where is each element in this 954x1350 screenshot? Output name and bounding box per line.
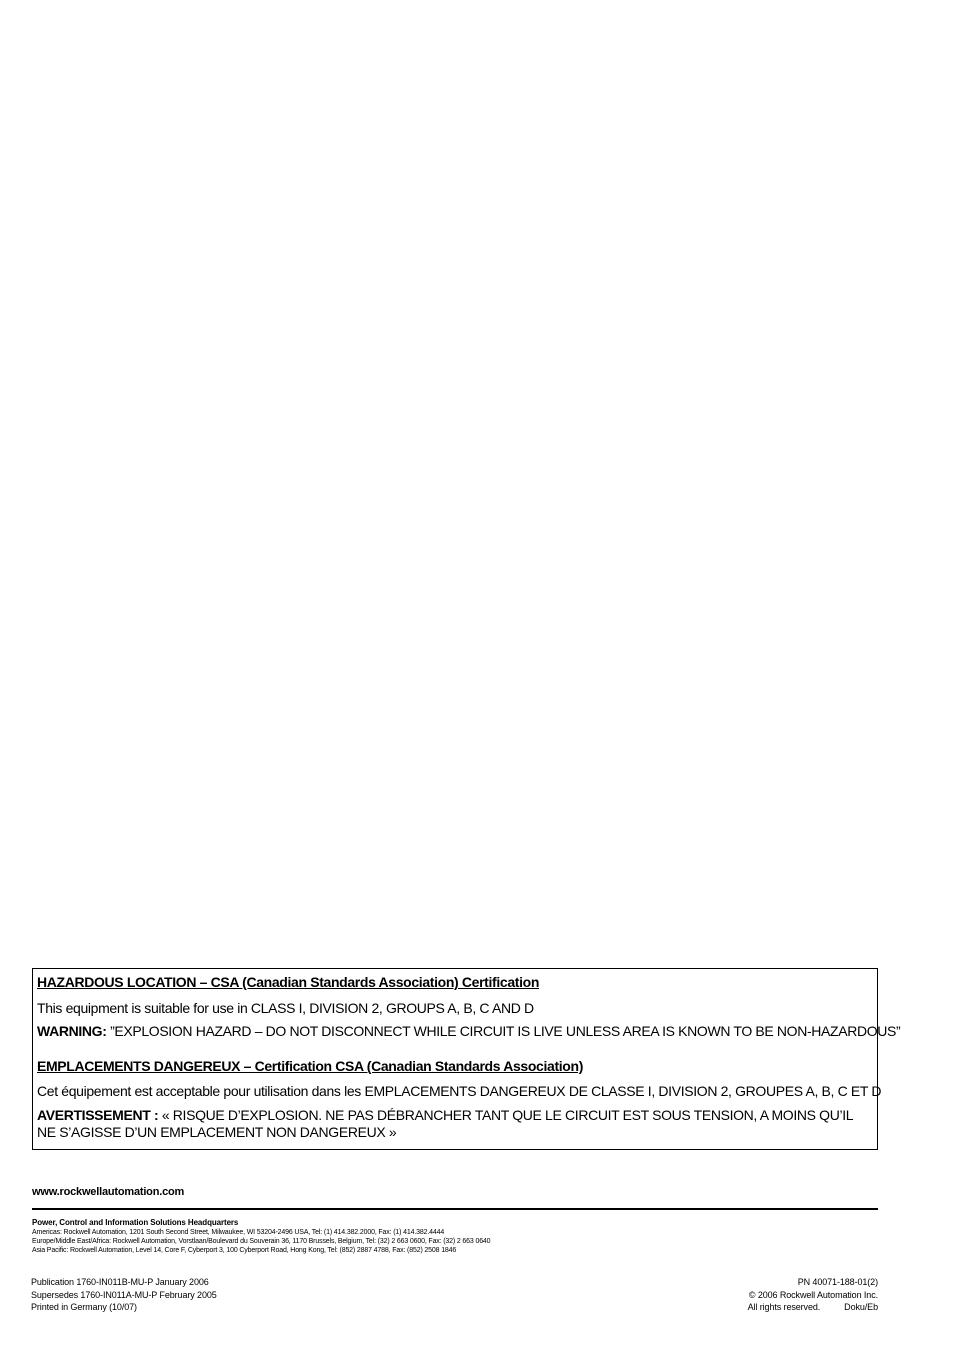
warning-text: ”EXPLOSION HAZARD – DO NOT DISCONNECT WHILE CIRCUIT IS LIVE UNLESS AREA IS KNOWN TO BE NON-HAZARDOUS”: [106, 1023, 901, 1039]
publication-info: [31, 1276, 217, 1314]
supersedes-info: Supersedes 1760-IN011A-MU-P February 2005: [31, 1289, 217, 1300]
headquarters-block: [32, 1218, 490, 1255]
warning-label: WARNING:: [37, 1023, 107, 1039]
hazard-warning-fr: [37, 1107, 873, 1141]
printed-info: Printed in Germany (10/07): [31, 1302, 137, 1312]
hazard-heading-en: HAZARDOUS LOCATION – CSA (Canadian Standards Association) Certification: [37, 974, 540, 990]
copyright-info: [748, 1276, 878, 1314]
avertissement-label: AVERTISSEMENT :: [37, 1107, 159, 1123]
publication-number: Publication 1760-IN011B-MU-P January 2006: [31, 1277, 209, 1287]
headquarters-title: Power, Control and Information Solutions Headquarters: [32, 1218, 239, 1227]
avertissement-text: « RISQUE D’EXPLOSION. NE PAS DÉBRANCHER TANT QUE LE CIRCUIT EST SOUS TENSION, A MOINS QU’IL NE S’AGISSE D’UN EMPLACEMENT NON DANGEREUX »: [37, 1107, 853, 1140]
headquarters-europe: Europe/Middle East/Africa: Rockwell Automation, Vorstlaan/Boulevard du Souverain 36, 1170 Brussels, Belgium, Tel: (32) 2 663 0600, Fax: (32) 2 663 0640: [32, 1238, 491, 1245]
website-url: www.rockwellautomation.com: [32, 1186, 185, 1198]
headquarters-asia: Asia Pacific: Rockwell Automation, Level 14, Core F, Cyberport 3, 100 Cyberport Road, Hong Kong, Tel: (852) 2887 4788, Fax: (852) 2508 1846: [32, 1247, 457, 1254]
part-number: PN 40071-188-01(2): [797, 1277, 878, 1287]
footer-divider: [32, 1208, 878, 1210]
headquarters-americas: Americas: Rockwell Automation, 1201 South Second Street, Milwaukee, WI 53204-2496 USA, Tel: (1) 414.382.2000, Fax: (1) 414.382.4444: [32, 1229, 445, 1236]
hazard-suitable-en: This equipment is suitable for use in CLASS I, DIVISION 2, GROUPS A, B, C AND D: [37, 1000, 534, 1016]
hazardous-location-box: [32, 968, 901, 1150]
copyright: © 2006 Rockwell Automation Inc.: [748, 1289, 878, 1300]
rights-reserved: All rights reserved.: [747, 1302, 821, 1312]
hazard-heading-fr: EMPLACEMENTS DANGEREUX – Certification CSA (Canadian Standards Association): [37, 1058, 584, 1074]
doku-code: Doku/Eb: [844, 1302, 878, 1312]
hazard-warning-en: [37, 1023, 901, 1040]
hazard-suitable-fr: Cet équipement est acceptable pour utilisation dans les EMPLACEMENTS DANGEREUX DE CLASSE I, DIVISION 2, GROUPES A, B, C ET D: [37, 1083, 882, 1099]
rights-line: [748, 1301, 878, 1314]
